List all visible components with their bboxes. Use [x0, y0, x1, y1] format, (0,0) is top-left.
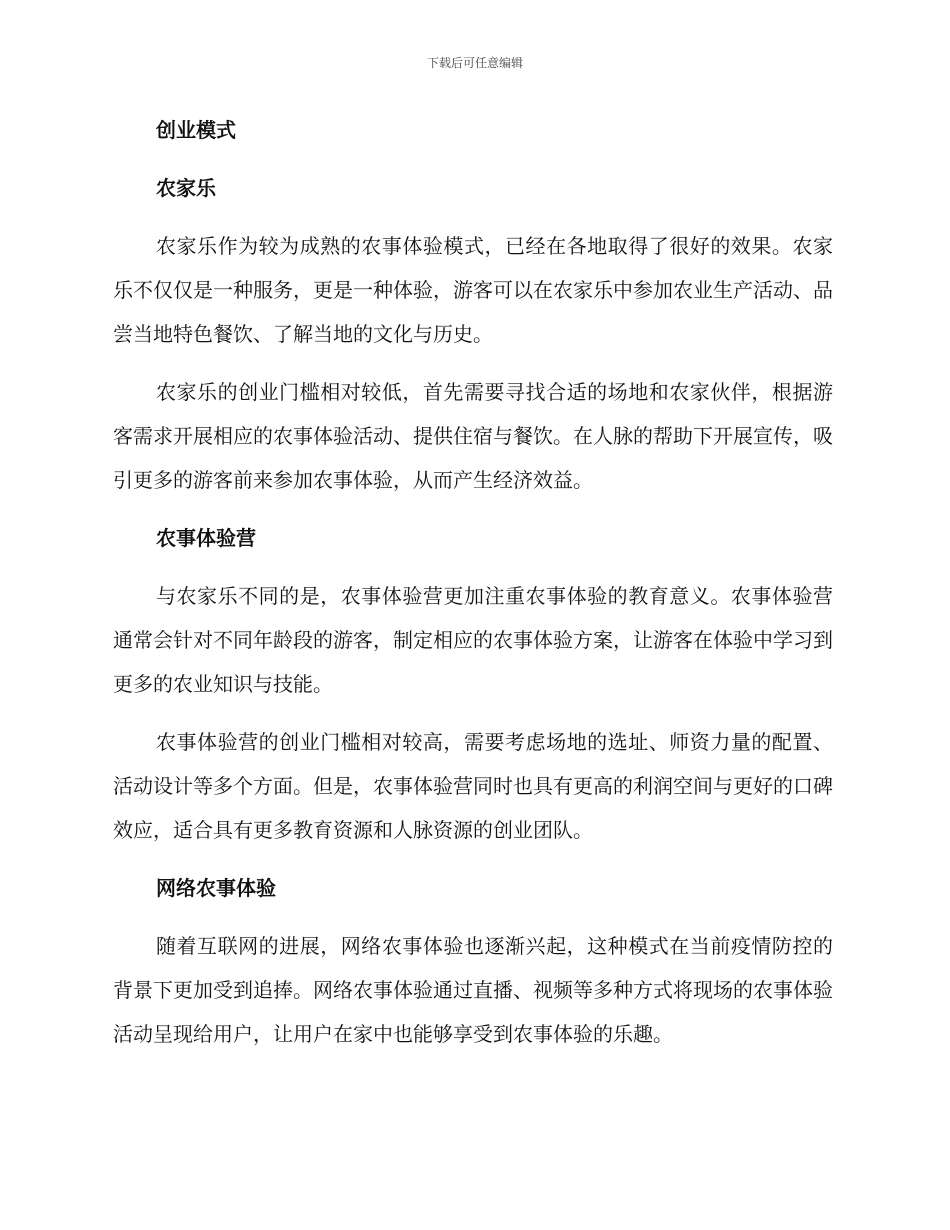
header-note: 下载后可任意编辑 — [426, 56, 523, 70]
paragraph: 与农家乐不同的是，农事体验营更加注重农事体验的教育意义。农事体验营通常会针对不同年龄段的游客，制定相应的农事体验方案，让游客在体验中学习到更多的农业知识与技能。 — [113, 584, 833, 696]
paragraph: 农家乐的创业门槛相对较低，首先需要寻找合适的场地和农家伙伴，根据游客需求开展相应的农事体验活动、提供住宿与餐饮。在人脉的帮助下开展宣传，吸引更多的游客前来参加农事体验，从而产生经济效益。 — [113, 380, 833, 492]
document-title: 创业模式 — [156, 118, 236, 142]
paragraph: 农事体验营的创业门槛相对较高，需要考虑场地的选址、师资力量的配置、活动设计等多个方面。但是，农事体验营同时也具有更高的利润空间与更好的口碑效应，适合具有更多教育资源和人脉资源的创业团队。 — [113, 730, 833, 842]
section-heading-online-farm: 网络农事体验 — [156, 876, 276, 900]
paragraph: 随着互联网的进展，网络农事体验也逐渐兴起，这种模式在当前疫情防控的背景下更加受到追捧。网络农事体验通过直播、视频等多种方式将现场的农事体验活动呈现给用户，让用户在家中也能够享受到农事体验的乐趣。 — [113, 934, 833, 1046]
section-heading-farmstay: 农家乐 — [156, 176, 216, 200]
paragraph: 农家乐作为较为成熟的农事体验模式，已经在各地取得了很好的效果。农家乐不仅仅是一种服务，更是一种体验，游客可以在农家乐中参加农业生产活动、品尝当地特色餐饮、了解当地的文化与历史。 — [113, 234, 833, 346]
section-heading-farm-camp: 农事体验营 — [156, 526, 256, 550]
document-body — [113, 108, 833, 1056]
